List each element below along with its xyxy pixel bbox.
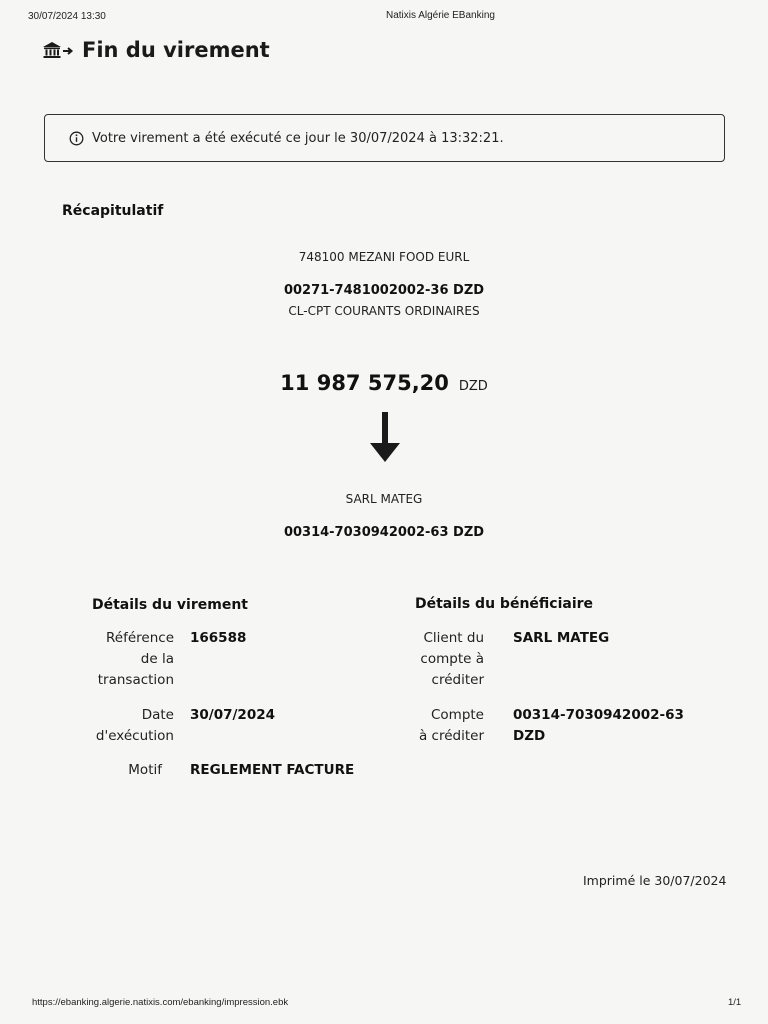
motif-label: Motif: [128, 762, 162, 778]
account-credit-value: 00314-7030942002-63 DZD: [513, 707, 684, 744]
amount-value: 11 987 575,20: [280, 371, 449, 395]
client-value: SARL MATEG: [513, 630, 610, 646]
dest-account-name: SARL MATEG: [345, 492, 423, 506]
page-url: https://ebanking.algerie.natixis.com/ebanking/impression.ebk: [32, 997, 289, 1008]
alert-message: Votre virement a été exécuté ce jour le 30/07/2024 à 13:32:21.: [92, 130, 504, 146]
transfer-details-title: Détails du virement: [92, 597, 248, 613]
source-account-number: 00271-7481002002-36 DZD: [283, 283, 485, 298]
recap-title: Récapitulatif: [62, 203, 164, 219]
page-number: 1/1: [728, 997, 742, 1008]
beneficiary-details-title: Détails du bénéficiaire: [415, 596, 594, 612]
bank-transfer-icon: [42, 40, 74, 60]
print-site-name: Natixis Algérie EBanking: [386, 10, 495, 21]
transfer-amount: [0, 371, 768, 395]
dest-account-number: 00314-7030942002-63 DZD: [283, 525, 485, 540]
info-icon: [69, 131, 84, 146]
account-credit-label: Compte à créditer: [418, 707, 484, 744]
source-account-type: CL-CPT COURANTS ORDINAIRES: [288, 304, 480, 318]
page-title: Fin du virement: [82, 38, 270, 62]
reference-value: 166588: [190, 630, 247, 646]
execution-date-value: 30/07/2024: [190, 707, 276, 723]
client-label: Client du compte à créditer: [420, 630, 484, 688]
source-account-name: 748100 MEZANI FOOD EURL: [298, 250, 470, 264]
page-header: [42, 38, 270, 62]
print-datetime: 30/07/2024 13:30: [28, 11, 106, 22]
motif-value: REGLEMENT FACTURE: [190, 762, 355, 778]
reference-label: Référence de la transaction: [97, 630, 174, 688]
execution-date-label: Date d'exécution: [95, 707, 174, 744]
arrow-down-icon: [369, 412, 401, 468]
amount-currency: DZD: [458, 379, 488, 394]
printed-date: Imprimé le 30/07/2024: [583, 873, 727, 888]
success-alert: [44, 114, 725, 162]
